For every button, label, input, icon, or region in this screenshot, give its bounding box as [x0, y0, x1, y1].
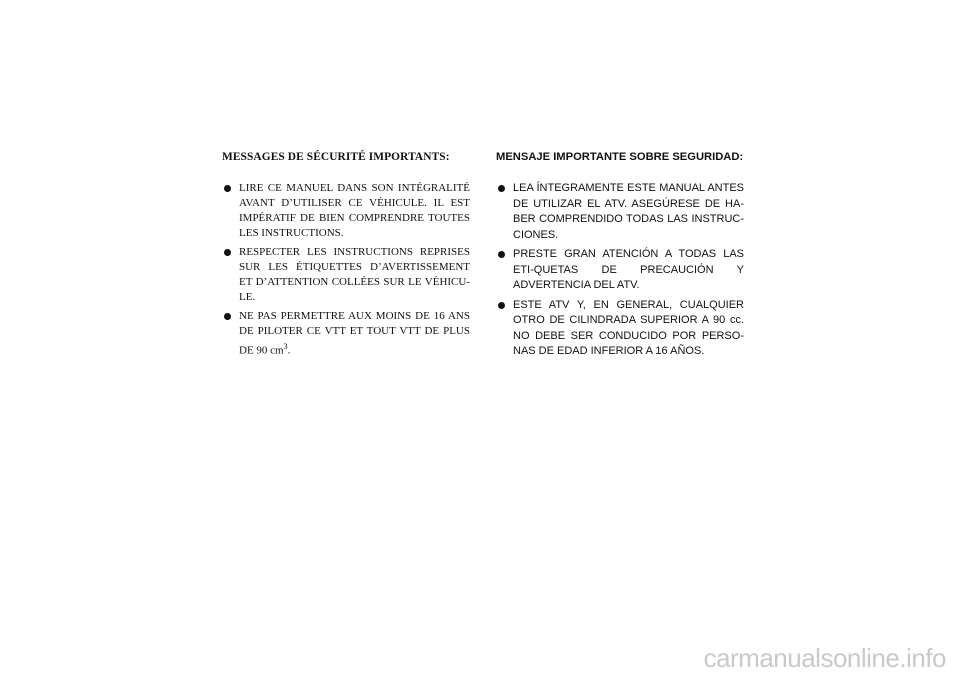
item-text: LEA ÍNTEGRAMENTE ESTE MANUAL ANTES DE UTILIZAR EL ATV. ASEGÚRESE DE HA-BER COMPRENDIDO TODAS LAS INSTRUC-CIONES.: [513, 182, 744, 241]
list-item: [496, 298, 744, 360]
spanish-heading: MENSAJE IMPORTANTE SOBRE SEGURIDAD:: [496, 151, 744, 163]
list-item: [496, 181, 744, 243]
item-text: LIRE CE MANUEL DANS SON INTÉGRALITÉ AVANT D’UTILISER CE VÉHICULE. IL EST IMPÉRATIF DE BIEN COMPRENDRE TOUTES LES INSTRUCTIONS.: [239, 182, 470, 239]
french-list: [222, 181, 470, 359]
list-item: [222, 309, 470, 359]
french-heading: MESSAGES DE SÉCURITÉ IMPORTANTS:: [222, 151, 450, 163]
unit-superscript: 3: [283, 342, 288, 351]
item-text: NE PAS PERMETTRE AUX MOINS DE 16 ANS DE PILOTER CE VTT ET TOUT VTT DE PLUS DE 90 cm: [239, 310, 470, 357]
list-item: [222, 245, 470, 305]
list-item: [222, 181, 470, 241]
bullet-icon: [224, 249, 231, 256]
spanish-column: [496, 151, 744, 364]
list-item: [496, 247, 744, 294]
bullet-icon: [498, 251, 505, 258]
french-column: [222, 151, 470, 363]
item-text: PRESTE GRAN ATENCIÓN A TODAS LAS ETI-QUETAS DE PRECAUCIÓN Y ADVERTENCIA DEL ATV.: [513, 248, 744, 291]
bullet-icon: [224, 185, 231, 192]
item-text: ESTE ATV Y, EN GENERAL, CUALQUIER OTRO DE CILINDRADA SUPERIOR A 90 cc. NO DEBE SER CONDUCIDO POR PERSO-NAS DE EDAD INFERIOR A 16 AÑOS.: [513, 298, 744, 357]
bullet-icon: [498, 185, 505, 192]
bullet-icon: [224, 313, 231, 320]
item-text: RESPECTER LES INSTRUCTIONS REPRISES SUR LES ÉTIQUETTES D’AVERTISSEMENT ET D’ATTENTION COLLÉES SUR LE VÉHICU-LE.: [239, 246, 470, 303]
item-end-punct: .: [287, 344, 291, 357]
bullet-icon: [498, 302, 505, 309]
spanish-list: [496, 181, 744, 360]
watermark-text: carmanualsonline.info: [703, 643, 946, 673]
